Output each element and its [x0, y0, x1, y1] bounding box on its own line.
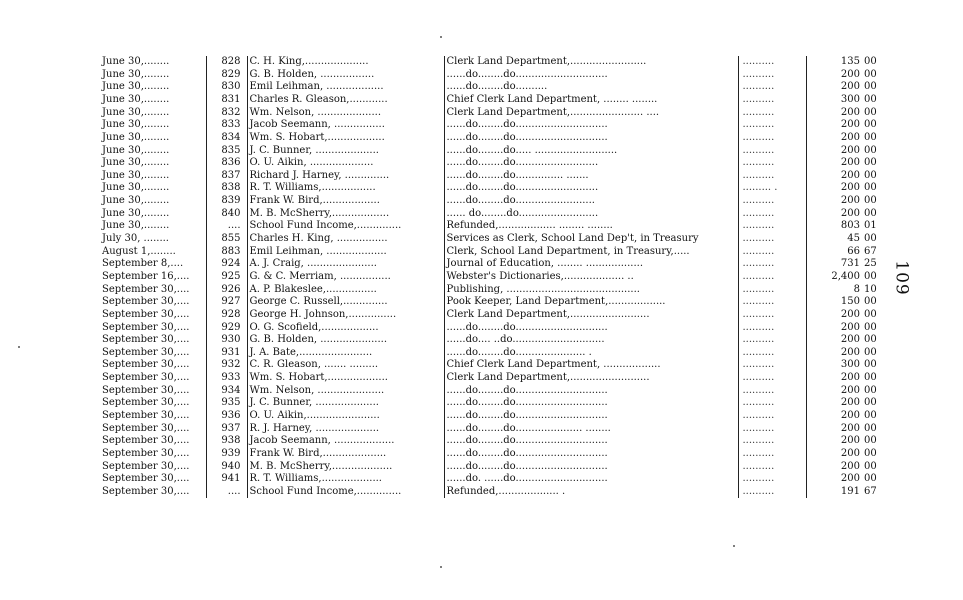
amount-dollars: 200 [840, 473, 860, 485]
warrant-number: 829 [206, 69, 247, 82]
warrant-number: 938 [206, 435, 247, 448]
payee-name: O. U. Aikin, .................... [247, 157, 444, 170]
entry-description: ......do.... ..do............................. [444, 334, 738, 347]
ledger-row [100, 246, 890, 259]
amount-dollars: 200 [840, 447, 860, 459]
entry-description: ......do........do............................. [444, 119, 738, 132]
ledger-row [100, 132, 890, 145]
entry-date: June 30,........ [102, 106, 170, 118]
ledger-row [100, 271, 890, 284]
entry-date: June 30,........ [102, 81, 170, 93]
entry-description: Pook Keeper, Land Department,.................. [444, 296, 738, 309]
ledger-body [100, 56, 890, 498]
entry-description: Clerk, School Land Department, in Treasury,..... [444, 246, 738, 259]
payee-name: Emil Leihman, ................... [247, 246, 444, 259]
entry-date: June 30,........ [102, 157, 170, 169]
entry-description: Publishing, .......................................... [444, 284, 738, 297]
amount-dollars: 200 [840, 346, 860, 358]
entry-date: June 30,........ [102, 56, 170, 68]
amount-cents: 25 [864, 258, 877, 270]
payee-name: J. C. Bunner, .................... [247, 397, 444, 410]
warrant-number: 941 [206, 473, 247, 486]
blank-column: .......... [738, 81, 806, 94]
amount-cents: 00 [864, 422, 877, 434]
entry-date: June 30,........ [102, 68, 170, 80]
entry-date: September 30,.... [102, 334, 190, 346]
entry-description: Clerk Land Department,........................ [444, 56, 738, 69]
blank-column: .......... [738, 195, 806, 208]
blank-column: .......... [738, 94, 806, 107]
entry-description: ......do........do............................. [444, 397, 738, 410]
ledger-row [100, 410, 890, 423]
payee-name: J. C. Bunner, .................... [247, 144, 444, 157]
ledger-row [100, 372, 890, 385]
warrant-number: 940 [206, 461, 247, 474]
entry-description: Chief Clerk Land Department, ........ ........ [444, 94, 738, 107]
entry-description: ......do........do..... .......................... [444, 144, 738, 157]
ledger-row [100, 385, 890, 398]
warrant-number: 838 [206, 182, 247, 195]
warrant-number: 828 [206, 56, 247, 69]
warrant-number: 933 [206, 372, 247, 385]
ledger-row [100, 81, 890, 94]
blank-column: .......... [738, 246, 806, 259]
amount-dollars: 200 [840, 372, 860, 384]
amount-dollars: 200 [840, 106, 860, 118]
amount-cents: 00 [864, 106, 877, 118]
amount-cents: 00 [864, 207, 877, 219]
ledger-row [100, 347, 890, 360]
amount-cents: 00 [864, 56, 877, 68]
blank-column: .......... [738, 461, 806, 474]
ledger-row [100, 144, 890, 157]
blank-column: .......... [738, 284, 806, 297]
entry-date: September 30,.... [102, 372, 190, 384]
ledger-row [100, 321, 890, 334]
entry-description: ......do........do............................. [444, 69, 738, 82]
payee-name: O. G. Scofield,.................. [247, 321, 444, 334]
amount-cents: 00 [864, 157, 877, 169]
entry-date: September 30,.... [102, 384, 190, 396]
amount-cents: 00 [864, 460, 877, 472]
warrant-number: 835 [206, 144, 247, 157]
entry-description: ...... do........do......................... [444, 208, 738, 221]
amount-cents: 67 [864, 245, 877, 257]
entry-date: June 30,........ [102, 169, 170, 181]
amount-cents: 00 [864, 81, 877, 93]
warrant-number: .... [206, 486, 247, 499]
entry-date: September 30,.... [102, 321, 190, 333]
blank-column: .......... [738, 321, 806, 334]
amount-dollars: 200 [840, 68, 860, 80]
amount-cents: 00 [864, 93, 877, 105]
payee-name: O. U. Aikin,....................... [247, 410, 444, 423]
warrant-number: 833 [206, 119, 247, 132]
amount-cents: 00 [864, 321, 877, 333]
payee-name: G. & C. Merriam, ................ [247, 271, 444, 284]
amount-dollars: 300 [840, 93, 860, 105]
amount-dollars: 200 [840, 169, 860, 181]
ledger-row [100, 56, 890, 69]
payee-name: J. A. Bate,....................... [247, 347, 444, 360]
warrant-number: 834 [206, 132, 247, 145]
amount-dollars: 200 [840, 334, 860, 346]
entry-date: June 30,........ [102, 131, 170, 143]
ledger-row [100, 170, 890, 183]
entry-date: June 30,........ [102, 144, 170, 156]
payee-name: Wm. S. Hobart,.................. [247, 132, 444, 145]
ledger-row [100, 486, 890, 499]
entry-description: ......do........do............................. [444, 385, 738, 398]
blank-column: .......... [738, 56, 806, 69]
ledger-row [100, 284, 890, 297]
ledger-row [100, 473, 890, 486]
blank-column: .......... [738, 296, 806, 309]
entry-description: ......do. ......do............................. [444, 473, 738, 486]
amount-dollars: 731 [840, 258, 860, 270]
payee-name: G. B. Holden, ..................... [247, 334, 444, 347]
blank-column: .......... [738, 233, 806, 246]
entry-date: September 30,.... [102, 346, 190, 358]
ledger-row [100, 423, 890, 436]
entry-date: September 30,.... [102, 422, 190, 434]
payee-name: Emil Leihman, .................. [247, 81, 444, 94]
warrant-number: 840 [206, 208, 247, 221]
amount-dollars: 200 [840, 144, 860, 156]
ledger-row [100, 233, 890, 246]
amount-cents: 00 [864, 409, 877, 421]
entry-description: Chief Clerk Land Department, .................. [444, 359, 738, 372]
blank-column: .......... [738, 359, 806, 372]
amount-cents: 00 [864, 372, 877, 384]
warrant-number: 855 [206, 233, 247, 246]
payee-name: Frank W. Bird,.................... [247, 448, 444, 461]
payee-name: R. J. Harney, .................... [247, 423, 444, 436]
entry-description: Clerk Land Department,......................... [444, 309, 738, 322]
blank-column: .......... [738, 397, 806, 410]
warrant-number: 883 [206, 246, 247, 259]
warrant-number: 930 [206, 334, 247, 347]
entry-date: September 30,.... [102, 308, 190, 320]
blank-column: .......... [738, 69, 806, 82]
payee-name: Wm. Nelson, .................... [247, 107, 444, 120]
blank-column: .......... [738, 258, 806, 271]
warrant-number: 925 [206, 271, 247, 284]
warrant-number: 931 [206, 347, 247, 360]
entry-date: September 30,.... [102, 460, 190, 472]
entry-date: September 30,.... [102, 447, 190, 459]
blank-column: .......... [738, 473, 806, 486]
payee-name: C. H. King,.................... [247, 56, 444, 69]
entry-description: ......do........do............................. [444, 132, 738, 145]
amount-dollars: 150 [840, 296, 860, 308]
blank-column: .......... [738, 144, 806, 157]
amount-cents: 00 [864, 334, 877, 346]
amount-dollars: 200 [840, 119, 860, 131]
amount-cents: 00 [864, 182, 877, 194]
warrant-number: 839 [206, 195, 247, 208]
amount-dollars: 200 [840, 384, 860, 396]
amount-dollars: 300 [840, 359, 860, 371]
amount-cents: 00 [864, 359, 877, 371]
ledger-row [100, 94, 890, 107]
entry-date: July 30, ........ [102, 233, 169, 245]
ledger-row [100, 69, 890, 82]
entry-date: June 30,........ [102, 195, 170, 207]
entry-date: September 16,.... [102, 270, 190, 282]
amount-cents: 00 [864, 68, 877, 80]
payee-name: G. B. Holden, ................. [247, 69, 444, 82]
amount-dollars: 200 [840, 182, 860, 194]
warrant-number: 926 [206, 284, 247, 297]
blank-column: .......... [738, 107, 806, 120]
speck-mark [440, 566, 442, 568]
amount-dollars: 200 [840, 207, 860, 219]
entry-date: September 30,.... [102, 409, 190, 421]
amount-cents: 67 [864, 485, 877, 497]
amount-dollars: 200 [840, 409, 860, 421]
amount-cents: 00 [864, 473, 877, 485]
ledger-row [100, 195, 890, 208]
payee-name: R. T. Williams,................. [247, 182, 444, 195]
amount-cents: 00 [864, 119, 877, 131]
payee-name: Jacob Seemann, ................... [247, 435, 444, 448]
amount-dollars: 200 [840, 460, 860, 472]
blank-column: .......... [738, 385, 806, 398]
entry-description: Refunded,................... . [444, 486, 738, 499]
amount-cents: 00 [864, 397, 877, 409]
blank-column: .......... [738, 423, 806, 436]
payee-name: George C. Russell,.............. [247, 296, 444, 309]
warrant-number: 836 [206, 157, 247, 170]
ledger-row [100, 334, 890, 347]
blank-column: .......... [738, 132, 806, 145]
entry-date: June 30,........ [102, 182, 170, 194]
payee-name: Wm. S. Hobart,................... [247, 372, 444, 385]
warrant-number: 837 [206, 170, 247, 183]
blank-column: .......... [738, 410, 806, 423]
blank-column: .......... [738, 372, 806, 385]
ledger-row [100, 397, 890, 410]
entry-date: September 30,.... [102, 397, 190, 409]
entry-date: September 30,.... [102, 435, 190, 447]
warrant-number: 932 [206, 359, 247, 372]
entry-description: ......do........do.......... [444, 81, 738, 94]
amount-dollars: 200 [840, 81, 860, 93]
blank-column: .......... [738, 486, 806, 499]
payee-name: George H. Johnson,............... [247, 309, 444, 322]
ledger-row [100, 461, 890, 474]
payee-name: School Fund Income,.............. [247, 220, 444, 233]
warrant-number: 831 [206, 94, 247, 107]
amount-cents: 01 [864, 220, 877, 232]
payee-name: M. B. McSherry,................... [247, 461, 444, 474]
entry-description: ......do........do............................. [444, 410, 738, 423]
amount-cents: 00 [864, 270, 877, 282]
amount-cents: 00 [864, 435, 877, 447]
amount-dollars: 200 [840, 397, 860, 409]
amount-cents: 10 [864, 283, 877, 295]
warrant-number: 830 [206, 81, 247, 94]
blank-column: .......... [738, 347, 806, 360]
warrant-number: 935 [206, 397, 247, 410]
ledger-row [100, 119, 890, 132]
amount-cents: 00 [864, 308, 877, 320]
ledger-row [100, 359, 890, 372]
amount-cents: 00 [864, 384, 877, 396]
amount-cents: 00 [864, 195, 877, 207]
entry-description: ......do........do......................... [444, 195, 738, 208]
amount-dollars: 200 [840, 435, 860, 447]
ledger-row [100, 448, 890, 461]
ledger-row [100, 258, 890, 271]
amount-dollars: 200 [840, 308, 860, 320]
ledger-row [100, 157, 890, 170]
entry-description: Refunded,.................. ........ ........ [444, 220, 738, 233]
entry-date: August 1,........ [102, 245, 176, 257]
ledger-table [100, 56, 891, 498]
speck-mark [733, 545, 735, 547]
entry-date: June 30,........ [102, 220, 170, 232]
speck-mark [18, 346, 20, 348]
ledger-row [100, 296, 890, 309]
payee-name: Frank W. Bird,.................. [247, 195, 444, 208]
amount-dollars: 2,400 [831, 270, 860, 282]
warrant-number: 937 [206, 423, 247, 436]
entry-description: ......do........do............................. [444, 461, 738, 474]
warrant-number: 924 [206, 258, 247, 271]
entry-description: ......do........do............................. [444, 321, 738, 334]
entry-date: June 30,........ [102, 93, 170, 105]
payee-name: Charles R. Gleason,............ [247, 94, 444, 107]
payee-name: R. T. Williams,................... [247, 473, 444, 486]
payee-name: Richard J. Harney, .............. [247, 170, 444, 183]
entry-description: Clerk Land Department,....................... .... [444, 107, 738, 120]
entry-description: Journal of Education, ........ .................. [444, 258, 738, 271]
amount-cents: 00 [864, 447, 877, 459]
warrant-number: 928 [206, 309, 247, 322]
warrant-number: .... [206, 220, 247, 233]
payee-name: Charles H. King, ................ [247, 233, 444, 246]
amount-dollars: 200 [840, 157, 860, 169]
entry-description: Clerk Land Department,......................... [444, 372, 738, 385]
ledger-row [100, 309, 890, 322]
payee-name: Wm. Nelson, ..................... [247, 385, 444, 398]
amount-dollars: 200 [840, 131, 860, 143]
warrant-number: 934 [206, 385, 247, 398]
ledger-row [100, 182, 890, 195]
amount-dollars: 8 [853, 283, 860, 295]
entry-description: ......do........do.......................... [444, 157, 738, 170]
payee-name: M. B. McSherry,.................. [247, 208, 444, 221]
amount-cents: 00 [864, 131, 877, 143]
blank-column: .......... [738, 334, 806, 347]
amount-dollars: 191 [840, 485, 860, 497]
entry-date: September 30,.... [102, 473, 190, 485]
entry-description: Services as Clerk, School Land Dep't, in Treasury [444, 233, 738, 246]
payee-name: Jacob Seemann, ................ [247, 119, 444, 132]
ledger-row [100, 220, 890, 233]
warrant-number: 929 [206, 321, 247, 334]
amount-cents: 00 [864, 144, 877, 156]
entry-date: September 30,.... [102, 296, 190, 308]
entry-description: Webster's Dictionaries,................... .. [444, 271, 738, 284]
entry-date: September 30,.... [102, 283, 190, 295]
blank-column: .......... [738, 271, 806, 284]
amount-dollars: 803 [840, 220, 860, 232]
payee-name: School Fund Income,.............. [247, 486, 444, 499]
blank-column: .......... [738, 157, 806, 170]
entry-description: ......do........do............... ....... [444, 170, 738, 183]
entry-description: ......do........do.......................... [444, 182, 738, 195]
amount-cents: 00 [864, 169, 877, 181]
entry-date: September 30,.... [102, 485, 190, 497]
amount-cents: 00 [864, 346, 877, 358]
entry-description: ......do........do...................... . [444, 347, 738, 360]
entry-date: September 30,.... [102, 359, 190, 371]
warrant-number: 927 [206, 296, 247, 309]
blank-column: .......... [738, 435, 806, 448]
entry-description: ......do........do............................. [444, 448, 738, 461]
entry-description: ......do........do............................. [444, 435, 738, 448]
amount-dollars: 200 [840, 422, 860, 434]
ledger-row [100, 208, 890, 221]
amount-dollars: 45 [847, 233, 860, 245]
amount-cents: 00 [864, 296, 877, 308]
amount-cents: 00 [864, 233, 877, 245]
warrant-number: 939 [206, 448, 247, 461]
entry-date: June 30,........ [102, 207, 170, 219]
blank-column: .......... [738, 208, 806, 221]
blank-column: .......... [738, 119, 806, 132]
blank-column: .......... [738, 448, 806, 461]
ledger-row [100, 107, 890, 120]
payee-name: A. J. Craig, ...................... [247, 258, 444, 271]
entry-description: ......do........do..................... ........ [444, 423, 738, 436]
amount-dollars: 135 [840, 56, 860, 68]
payee-name: A. P. Blakeslee,................ [247, 284, 444, 297]
blank-column: .......... [738, 220, 806, 233]
warrant-number: 936 [206, 410, 247, 423]
warrant-number: 832 [206, 107, 247, 120]
speck-mark [440, 36, 442, 38]
amount-dollars: 66 [847, 245, 860, 257]
amount-dollars: 200 [840, 195, 860, 207]
page-number: 109 [891, 260, 912, 296]
blank-column: .......... [738, 170, 806, 183]
blank-column: ......... . [738, 182, 806, 195]
amount-dollars: 200 [840, 321, 860, 333]
blank-column: .......... [738, 309, 806, 322]
ledger-row [100, 435, 890, 448]
entry-date: September 8,.... [102, 258, 184, 270]
entry-date: June 30,........ [102, 119, 170, 131]
payee-name: C. R. Gleason, ....... ......... [247, 359, 444, 372]
